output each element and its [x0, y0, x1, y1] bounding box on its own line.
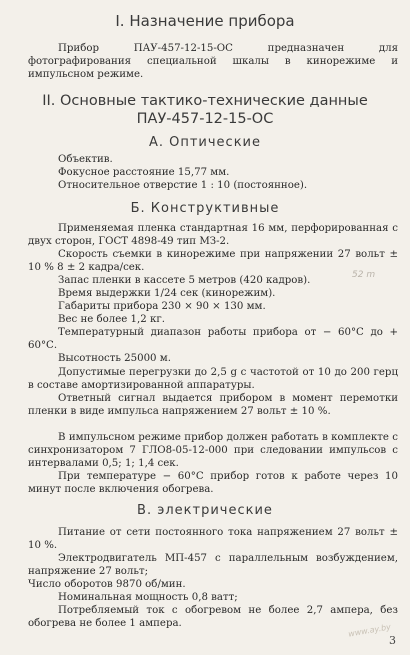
section-b-para-1: Применяемая пленка стандартная 16 мм, перфорированная с двух сторон, ГОСТ 4898-49 тип МЗ-2.: [28, 223, 398, 247]
section-1-text: Прибор ПАУ-457-12-15-ОС предназначен для фотографирования специальной шкалы в кинорежиме и импульсном режиме.: [28, 43, 398, 80]
section-b-para-3: Запас пленки в кассете 5 метров (420 кадров).: [58, 275, 311, 286]
margin-stamp: 52 m: [352, 270, 376, 280]
section-a-line-1: Объектив.: [58, 154, 113, 165]
section-v-heading: В. электрические: [137, 503, 273, 518]
section-b-para-11: В импульсном режиме прибор должен работать в комплекте с синхронизатором 7 ГЛО8-05-12-000 при следовании импульсов с интервалами 0,5; 1; 1,4 сек.: [28, 432, 398, 469]
section-b-para-10: Ответный сигнал выдается прибором в момент перемотки пленки в виде импульса напряжением 27 вольт ± 10 %.: [28, 393, 398, 417]
section-b-heading: Б. Конструктивные: [130, 201, 280, 216]
section-b-para-8: Высотность 25000 м.: [58, 353, 171, 364]
section-1-heading: I. Назначение прибора: [115, 12, 295, 30]
section-2-heading-line1: II. Основные тактико-технические данные: [42, 93, 368, 109]
section-b-para-2: Скорость съемки в кинорежиме при напряжении 27 вольт ± 10 % 8 ± 2 кадра/сек.: [28, 249, 398, 273]
section-b-para-12: При температуре − 60°С прибор готов к работе через 10 минут после включения обогрева.: [28, 471, 398, 495]
section-b-para-9: Допустимые перегрузки до 2,5 g с частотой от 10 до 200 герц в составе амортизированной аппаратуры.: [28, 367, 398, 391]
page-number: 3: [389, 634, 396, 647]
section-v-para-3: Число оборотов 9870 об/мин.: [28, 579, 186, 590]
section-v-para-1: Питание от сети постоянного тока напряжением 27 вольт ± 10 %.: [28, 527, 398, 551]
section-a-heading: А. Оптические: [148, 135, 262, 150]
section-b-para-6: Вес не более 1,2 кг.: [58, 314, 165, 325]
section-2-heading-line2: ПАУ-457-12-15-ОС: [136, 111, 274, 127]
section-v-para-2: Электродвигатель МП-457 с параллельным возбуждением, напряжение 27 вольт;: [28, 553, 398, 577]
section-v-para-5: Потребляемый ток с обогревом не более 2,7 ампера, без обогрева не более 1 ампера.: [28, 605, 398, 629]
watermark: www.ay.by: [347, 622, 392, 639]
section-a-line-3: Относительное отверстие 1 : 10 (постоянное).: [58, 180, 308, 191]
section-v-para-4: Номинальная мощность 0,8 ватт;: [58, 592, 238, 603]
section-b-para-5: Габариты прибора 230 × 90 × 130 мм.: [58, 301, 266, 312]
section-b-para-4: Время выдержки 1/24 сек (кинорежим).: [58, 288, 276, 299]
section-b-para-7: Температурный диапазон работы прибора от − 60°С до + 60°С.: [28, 327, 398, 351]
section-a-line-2: Фокусное расстояние 15,77 мм.: [58, 167, 230, 178]
